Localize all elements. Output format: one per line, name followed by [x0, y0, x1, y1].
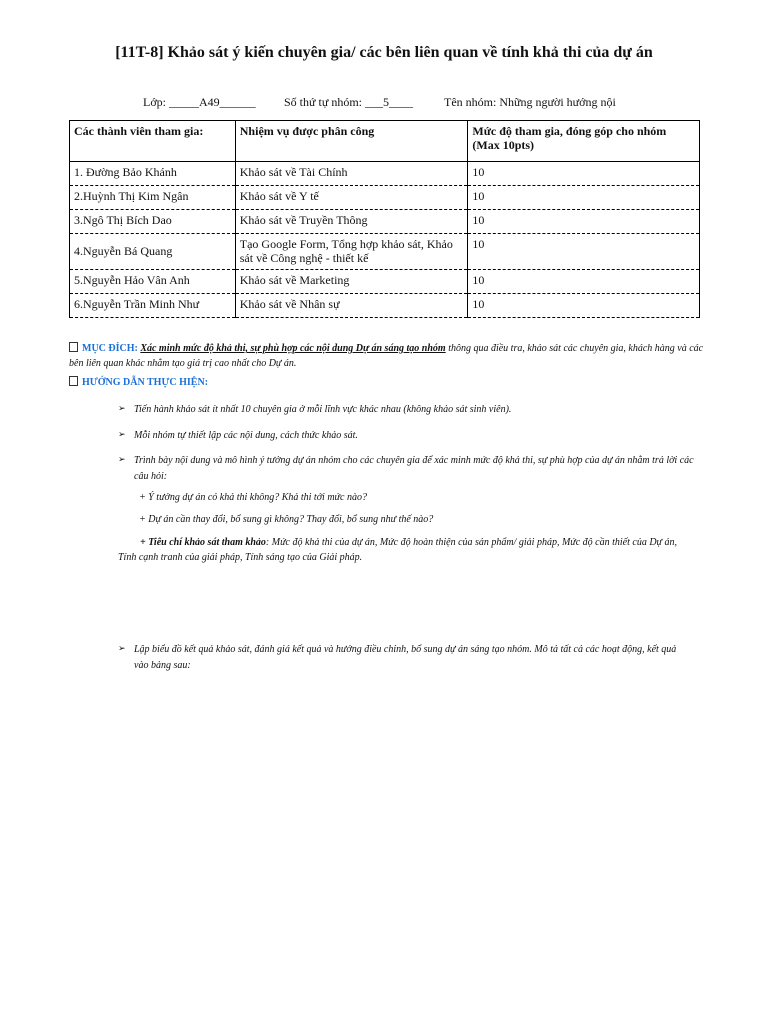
guide-bullet [118, 453, 694, 484]
arrow-bullet-icon: ➢ [118, 403, 126, 413]
table-row [70, 269, 700, 293]
purpose-label: MỤC ĐÍCH: [82, 343, 138, 354]
class-label: Lớp: _____A49______ [143, 95, 256, 109]
criteria [118, 535, 688, 565]
member-score: 10 [468, 234, 700, 270]
table-row [70, 186, 700, 210]
member-task: Tạo Google Form, Tổng hợp khảo sát, Khảo sát về Công nghệ - thiết kế [235, 234, 468, 270]
bullet-text: Trình bày nội dung và mô hình ý tưởng dự án nhóm cho các chuyên gia để xác minh mức độ khả thi, sự phù hợp của dự án nhằm trả lời các câu hỏi: [134, 455, 694, 482]
table-row [70, 234, 700, 270]
member-name: 5.Nguyễn Hảo Vân Anh [70, 269, 236, 293]
table-row [70, 162, 700, 186]
header-contribution: Mức độ tham gia, đóng góp cho nhóm (Max 10pts) [468, 121, 700, 162]
question-2: + Dự án cần thay đổi, bổ sung gì không? Thay đổi, bổ sung như thế nào? [139, 514, 434, 525]
arrow-bullet-icon: ➢ [118, 429, 126, 439]
member-task: Khảo sát về Marketing [235, 269, 468, 293]
guide-bullet [118, 428, 704, 444]
question-1: + Ý tưởng dự án có khả thi không? Khả thi tới mức nào? [139, 492, 367, 503]
document-title: [11T-8] Khảo sát ý kiến chuyên gia/ các bên liên quan về tính khả thi của dự án [115, 44, 653, 61]
member-task: Khảo sát về Nhân sự [235, 293, 468, 317]
guide-label: HƯỚNG DẪN THỰC HIỆN: [82, 377, 209, 388]
member-score: 10 [468, 162, 700, 186]
bullet-text: Lập biểu đồ kết quả khảo sát, đánh giá kết quả và hướng điều chỉnh, bổ sung dự án sáng tạo nhóm. Mô tả tất cả các hoạt động, kết quả vào bảng sau: [134, 644, 677, 671]
guide-bullet [118, 402, 704, 418]
checkbox-square-icon [69, 342, 78, 352]
table-header-row [70, 121, 700, 162]
member-task: Khảo sát về Tài Chính [235, 162, 468, 186]
member-name: 3.Ngô Thị Bích Dao [70, 210, 236, 234]
arrow-bullet-icon: ➢ [118, 643, 126, 653]
purpose-section [69, 341, 709, 371]
bullet-text: Mỗi nhóm tự thiết lập các nội dung, cách thức khảo sát. [134, 430, 358, 441]
header-members: Các thành viên tham gia: [70, 121, 236, 162]
member-task: Khảo sát về Y tế [235, 186, 468, 210]
purpose-text: thông qua điều tra, khảo sát các chuyên gia, khách hàng và các bên liên quan khác nhằm tạo giá trị cao nhất cho Dự án. [69, 343, 704, 369]
bullet-text: Tiến hành khảo sát ít nhất 10 chuyên gia ở mỗi lĩnh vực khác nhau (không khảo sát sinh viên). [134, 404, 512, 415]
member-name: 1. Đường Bảo Khánh [70, 162, 236, 186]
member-score: 10 [468, 186, 700, 210]
criteria-label: + Tiêu chí khảo sát tham khảo [140, 537, 266, 548]
criteria-text: : Mức độ khả thi của dự án, Mức độ hoàn thiện của sản phẩm/ giải pháp, Mức độ cần thiết của Dự án, Tính cạnh tranh của giải pháp, Tính sáng tạo của Giải pháp. [118, 537, 677, 563]
member-task: Khảo sát về Truyền Thông [235, 210, 468, 234]
table-row [70, 293, 700, 317]
table-row [70, 210, 700, 234]
member-name: 4.Nguyễn Bá Quang [70, 234, 236, 270]
arrow-bullet-icon: ➢ [118, 454, 126, 464]
guide-bullet [118, 642, 679, 673]
member-name: 2.Huỳnh Thị Kim Ngân [70, 186, 236, 210]
group-number: Số thứ tự nhóm: ___5____ [284, 95, 414, 109]
header-tasks: Nhiệm vụ được phân công [235, 121, 468, 162]
member-score: 10 [468, 269, 700, 293]
member-score: 10 [468, 293, 700, 317]
guide-heading [69, 375, 709, 390]
member-name: 6.Nguyễn Trần Minh Như [70, 293, 236, 317]
checkbox-square-icon [69, 376, 78, 386]
group-name: Tên nhóm: Những người hướng nội [444, 95, 616, 109]
member-score: 10 [468, 210, 700, 234]
members-table [69, 120, 700, 318]
purpose-highlight: Xác minh mức độ khả thi, sự phù hợp các nội dung Dự án sáng tạo nhóm [140, 343, 446, 354]
